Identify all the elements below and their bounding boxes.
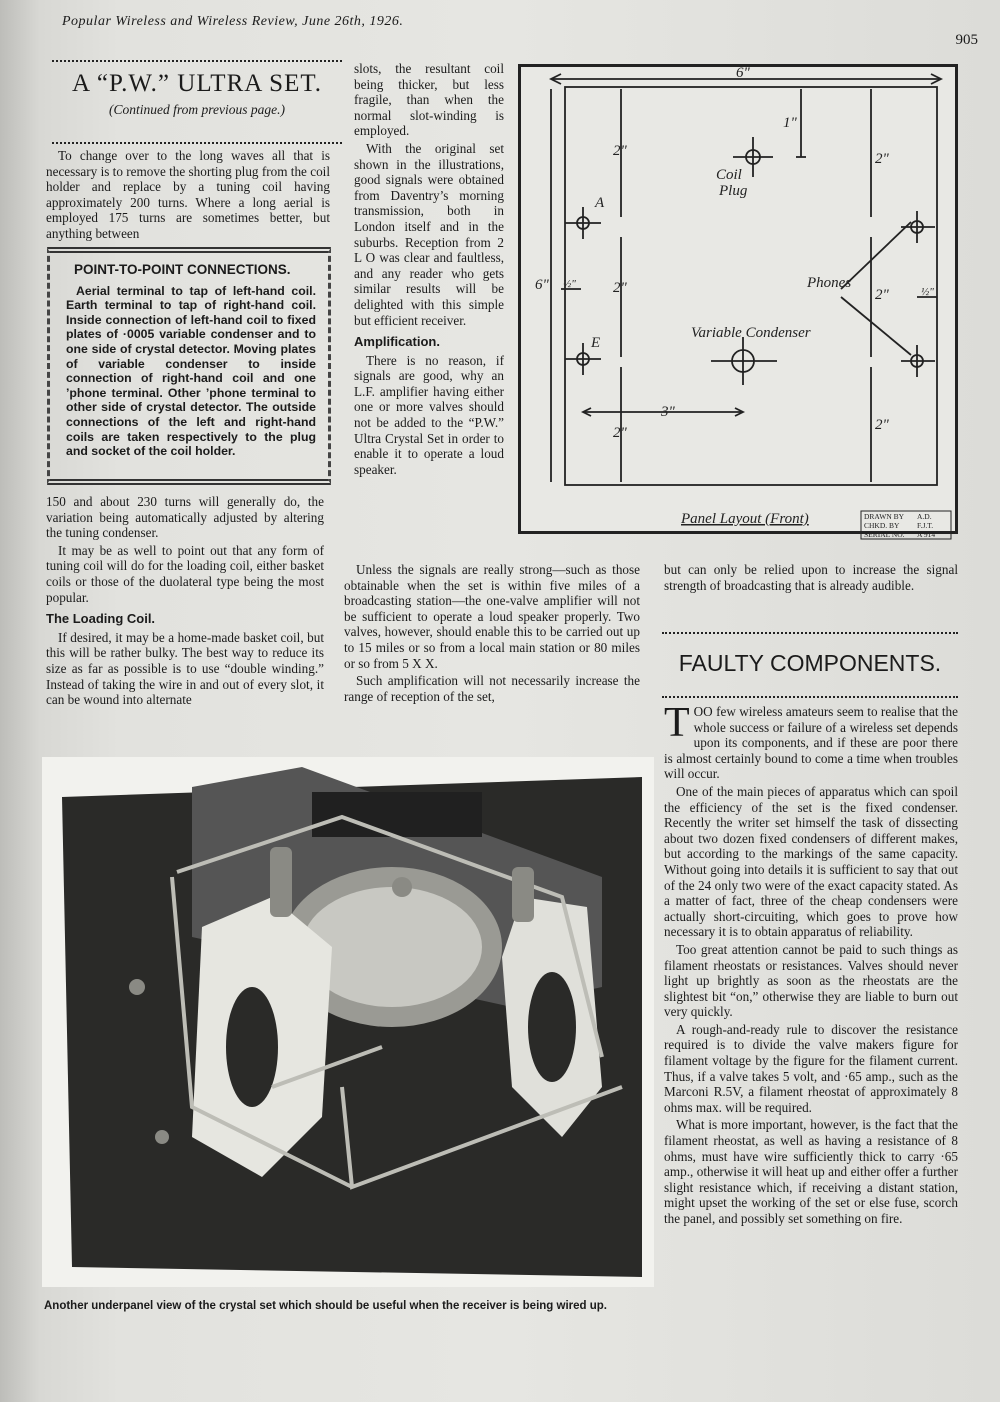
phones-label: Phones xyxy=(807,275,852,291)
coil-label: Coil xyxy=(716,167,742,183)
drop-cap: T xyxy=(664,700,690,746)
point-to-point-text: Aerial terminal to tap of left-hand coil. Earth terminal to tap of right-hand coil. Inside connection of left-hand coil to fixed plates of ·0005 variable condenser and to one side of crystal detector. Moving plates of variable condenser to inside connection of right-hand coil and one ’phone terminal. Other ’phone terminal to other side of crystal detector. The outside connections of the left and right-hand coils are taken respectively to the plug and socket of the coil holder. xyxy=(66,283,316,459)
drawn-by-value: A.D. xyxy=(917,512,932,521)
dim-label: 2" xyxy=(875,151,889,167)
dim-label: ½" xyxy=(563,278,576,290)
paragraph: To change over to the long waves all that is necessary is to remove the shorting plug from the coil holder and replace by a tuning coil having approximately 200 turns. Where a long aerial is employed 175 turns are sometimes better, but anything between xyxy=(46,148,330,241)
dim-label: 2" xyxy=(613,280,627,296)
paragraph: TOO few wireless amateurs seem to realise that the whole success or failure of a wireless set depends upon its components, and if these are poor there is almost certainly bound to come a time when troubles will occur. xyxy=(664,700,958,782)
dim-label: ½" xyxy=(921,286,934,298)
faulty-components-title-box xyxy=(662,632,958,698)
paragraph: A rough-and-ready rule to discover the resistance required is to divide the valve makers figure for filament voltage by the figure for the filament current. Thus, if a valve takes 5 volt, and ·65 amp., such as the Marconi R.5V, a filament rheostat of approximately 8 ohms max. will be required. xyxy=(664,1021,958,1115)
checked-by-value: F.J.T. xyxy=(917,521,934,530)
dim-label: 2" xyxy=(613,143,627,159)
crystal-set-illustration xyxy=(42,757,654,1287)
column-2-bottom xyxy=(344,562,640,706)
dim-label: 1" xyxy=(783,115,797,131)
amplification-heading: Amplification. xyxy=(354,334,440,350)
dim-height-label: 6" xyxy=(535,277,549,293)
paragraph: It may be as well to point out that any form of tuning coil will do for the loading coil, either basket coils or those of the duolateral type being the most popular. xyxy=(46,542,324,605)
point-to-point-box xyxy=(47,247,331,485)
plug-label: Plug xyxy=(719,183,748,199)
drawn-by-label: DRAWN BY xyxy=(864,512,905,521)
paragraph: If desired, it may be a home-made basket coil, but this will be rather bulky. The best way to reduce its size as far as possible is to use “double winding.” Instead of taking the wire in and out of every slot, it can be wound into alternate xyxy=(46,629,324,708)
paragraph: Unless the signals are really strong—such as those obtainable when the set is within five miles of a broadcasting station—the one-valve amplifier will not be sufficient to operate a loud speaker properly. Two valves, however, should enable this to be carried out up to 15 miles or so from a local main station or 80 miles or so from 5 X X. xyxy=(344,562,640,671)
faulty-components-title: FAULTY COMPONENTS. xyxy=(678,650,942,676)
paragraph: Too great attention cannot be paid to such things as filament rheostats or resistances. Valves should never light up brightly as soon as the rheostats are the slightest bit “on,” otherwise they are liable to burn out very quickly. xyxy=(664,941,958,1020)
paragraph: What is more important, however, is the fact that the filament rheostat, as well as having a resistance of 8 ohms, must have wire sufficiently thick to carry ·65 amp., otherwise it will heat up and either offer a further slight resistance which, if receiving a distant station, might upset the working of the set or else fuse, scorch the panel, and possibly set something on fire. xyxy=(664,1117,958,1226)
crystal-set-photo xyxy=(42,757,654,1287)
diagram-caption: Panel Layout (Front) xyxy=(681,511,809,527)
paragraph: but can only be relied upon to increase the signal strength of broadcasting that is already audible. xyxy=(664,562,958,593)
article-title-box xyxy=(52,60,342,144)
article-title: A “P.W.” ULTRA SET. xyxy=(71,70,323,97)
dim-label: 2" xyxy=(875,417,889,433)
column-2 xyxy=(354,61,504,479)
checked-by-label: CHKD. BY xyxy=(864,521,900,530)
article-continued: (Continued from previous page.) xyxy=(109,102,285,117)
paragraph: Such amplification will not necessarily increase the range of reception of the set, xyxy=(344,673,640,704)
dim-label: 3" xyxy=(661,404,675,420)
running-head: Popular Wireless and Wireless Review, June 26th, 1926. xyxy=(62,14,404,29)
terminal-a-label: A xyxy=(595,195,605,211)
point-to-point-title: POINT-TO-POINT CONNECTIONS. xyxy=(74,262,291,277)
dim-width-label: 6" xyxy=(736,65,750,81)
loading-coil-heading: The Loading Coil. xyxy=(46,611,156,627)
terminal-e-label: E xyxy=(591,335,601,351)
column-1-top xyxy=(46,148,330,244)
serial-value: A 914 xyxy=(917,530,936,539)
column-3-top xyxy=(664,562,958,595)
panel-layout-drawing xyxy=(521,65,955,539)
paragraph: 150 and about 230 turns will generally do, the variation being automatically adjusted by altering the tuning condenser. xyxy=(46,494,324,541)
paragraph: One of the main pieces of apparatus which can spoil the efficiency of the set is the fixed condenser. Recently the writer set himself the task of dissecting about two dozen fixed condensers of different makes, but according to the markings of the same capacity. Without going into details it is sufficient to say that out of the 24 only two were of the exact capacity stated. As a matter of fact, three of the cheap condensers were actually short-circuiting, which goes to prove how necessary it is to obtain apparatus of reliability. xyxy=(664,783,958,940)
paragraph: slots, the resultant coil being thicker, but less fragile, than when the normal slot-winding is employed. xyxy=(354,61,504,139)
dim-label: 2" xyxy=(875,287,889,303)
dim-label: 2" xyxy=(613,425,627,441)
photo-caption: Another underpanel view of the crystal set which should be useful when the receiver is being wired up. xyxy=(44,1300,607,1312)
column-1-bottom xyxy=(46,494,324,710)
paragraph: There is no reason, if signals are good, why an L.F. amplifier having either one or more valves should not be added to the “P.W.” Ultra Crystal Set in order to enable it to operate a loud speaker. xyxy=(354,352,504,477)
column-3-body xyxy=(664,700,958,1229)
condenser-label: Variable Condenser xyxy=(691,325,811,341)
serial-label: SERIAL NO. xyxy=(864,530,905,539)
page-number: 905 xyxy=(955,32,978,48)
panel-layout-diagram xyxy=(518,64,958,539)
paragraph: With the original set shown in the illustrations, good signals were obtained from Daventry’s morning transmission, both in London itself and in the suburbs. Reception from 2 L O was clear and faultless, and any reader who gets similar results will be delighted with this simple but efficient receiver. xyxy=(354,140,504,328)
